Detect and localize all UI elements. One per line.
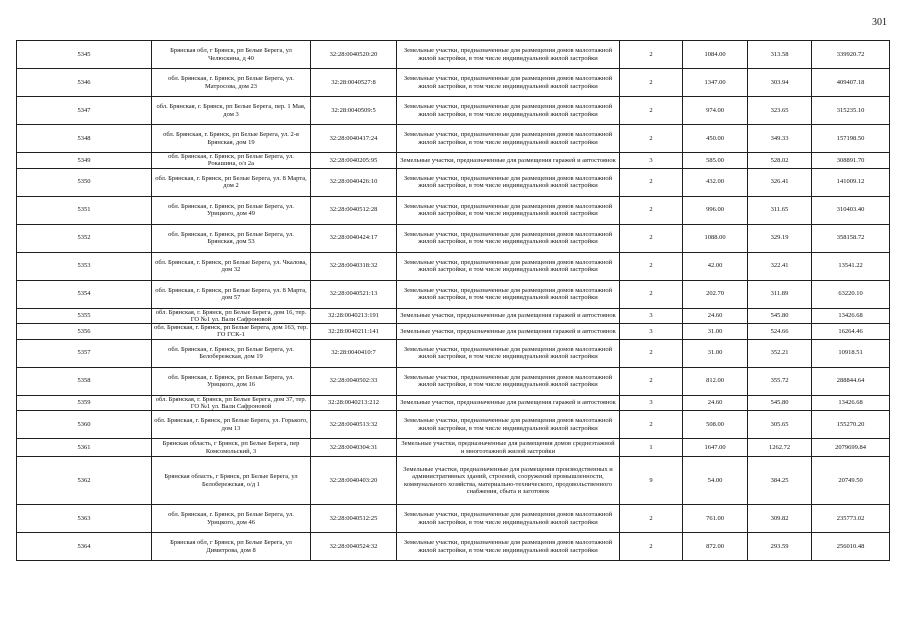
- row-land-use: Земельные участки, предназначенные для размещения гаражей и автостоянок: [397, 395, 620, 411]
- cadastral-table: [16, 40, 890, 561]
- table-row: [17, 153, 890, 169]
- row-address: обл. Брянская, г. Брянск, рп Белые Берега, ул. Рокашина, о/з 2а: [152, 153, 311, 169]
- row-cadastral-number: 32:28:0040211:141: [311, 324, 397, 340]
- row-area: 508.00: [683, 411, 748, 439]
- row-value: 358158.72: [812, 224, 890, 252]
- row-address: обл. Брянская, г. Брянск, рп Белые Берега, ул. Матросова, дом 23: [152, 69, 311, 97]
- row-rate: 528.02: [748, 153, 812, 169]
- table-row: [17, 168, 890, 196]
- row-land-use: Земельные участки, предназначенные для размещения домов среднеэтажной и многоэтажной жилой застройки: [397, 439, 620, 457]
- row-group: 2: [620, 224, 683, 252]
- table-row: [17, 395, 890, 411]
- row-rate: 329.19: [748, 224, 812, 252]
- row-cadastral-number: 32:28:0040205:95: [311, 153, 397, 169]
- row-area: 761.00: [683, 505, 748, 533]
- row-address: обл. Брянская, г. Брянск, рп Белые Берега, ул. Белобережская, дом 19: [152, 339, 311, 367]
- row-id: 5356: [17, 324, 152, 340]
- row-group: 2: [620, 125, 683, 153]
- row-cadastral-number: 32:28:0040417:24: [311, 125, 397, 153]
- row-cadastral-number: 32:28:0040512:25: [311, 505, 397, 533]
- row-value: 10918.51: [812, 339, 890, 367]
- row-group: 2: [620, 280, 683, 308]
- row-group: 3: [620, 153, 683, 169]
- table-row: [17, 457, 890, 505]
- row-value: 155270.20: [812, 411, 890, 439]
- row-cadastral-number: 32:28:0040524:32: [311, 533, 397, 561]
- row-rate: 311.65: [748, 196, 812, 224]
- row-id: 5352: [17, 224, 152, 252]
- table-row: [17, 69, 890, 97]
- row-group: 2: [620, 411, 683, 439]
- row-value: 157198.50: [812, 125, 890, 153]
- row-cadastral-number: 32:28:0040213:191: [311, 308, 397, 324]
- row-address: Брянская область, г Брянск, рп Белые Берега, ул Белобережская, о/д 1: [152, 457, 311, 505]
- table-row: [17, 439, 890, 457]
- row-cadastral-number: 32:28:0040520:20: [311, 41, 397, 69]
- row-group: 3: [620, 324, 683, 340]
- row-group: 2: [620, 196, 683, 224]
- row-address: обл. Брянская, г. Брянск, рп Белые Берега, ул. 8 Марта, дом 2: [152, 168, 311, 196]
- row-address: обл. Брянская, г. Брянск, рп Белые Берега, ул. 2-я Брянская, дом 19: [152, 125, 311, 153]
- row-rate: 545.80: [748, 308, 812, 324]
- row-id: 5353: [17, 252, 152, 280]
- row-group: 2: [620, 505, 683, 533]
- row-address: Брянская область, г Брянск, рп Белые Берега, пер Комсомольский, 3: [152, 439, 311, 457]
- table-row: [17, 308, 890, 324]
- table-row: [17, 280, 890, 308]
- row-cadastral-number: 32:28:0040512:28: [311, 196, 397, 224]
- row-rate: 323.65: [748, 97, 812, 125]
- row-address: обл. Брянская, г. Брянск, рп Белые Берега, ул. Урицкого, дом 46: [152, 505, 311, 533]
- row-land-use: Земельные участки, предназначенные для размещения домов малоэтажной жилой застройки, в том числе индивидуальной жилой застройки: [397, 69, 620, 97]
- row-group: 2: [620, 533, 683, 561]
- row-value: 409407.18: [812, 69, 890, 97]
- table-row: [17, 505, 890, 533]
- row-id: 5360: [17, 411, 152, 439]
- table-row: [17, 196, 890, 224]
- table-row: [17, 339, 890, 367]
- row-land-use: Земельные участки, предназначенные для размещения домов малоэтажной жилой застройки, в том числе индивидуальной жилой застройки: [397, 168, 620, 196]
- table-row: [17, 367, 890, 395]
- row-address: обл. Брянская, г. Брянск, рп Белые Берега, ул. Чкалова, дом 32: [152, 252, 311, 280]
- row-land-use: Земельные участки, предназначенные для размещения домов малоэтажной жилой застройки, в том числе индивидуальной жилой застройки: [397, 280, 620, 308]
- row-land-use: Земельные участки, предназначенные для размещения домов малоэтажной жилой застройки, в том числе индивидуальной жилой застройки: [397, 224, 620, 252]
- row-id: 5358: [17, 367, 152, 395]
- row-value: 288844.64: [812, 367, 890, 395]
- row-area: 974.00: [683, 97, 748, 125]
- row-area: 1347.00: [683, 69, 748, 97]
- table-row: [17, 252, 890, 280]
- row-land-use: Земельные участки, предназначенные для размещения домов малоэтажной жилой застройки, в том числе индивидуальной жилой застройки: [397, 252, 620, 280]
- row-address: обл. Брянская, г. Брянск, рп Белые Берега, дом 37, тер. ГО №1 ул. Вали Сафроновой: [152, 395, 311, 411]
- row-area: 872.00: [683, 533, 748, 561]
- row-group: 2: [620, 69, 683, 97]
- row-address: Брянская обл, г Брянск, рп Белые Берега, ул Димитрова, дом 8: [152, 533, 311, 561]
- row-land-use: Земельные участки, предназначенные для размещения гаражей и автостоянок: [397, 308, 620, 324]
- row-land-use: Земельные участки, предназначенные для размещения гаражей и автостоянок: [397, 324, 620, 340]
- row-address: обл. Брянская, г. Брянск, рп Белые Берега, пер. 1 Мая, дом 3: [152, 97, 311, 125]
- row-cadastral-number: 32:28:0040426:10: [311, 168, 397, 196]
- row-area: 1647.00: [683, 439, 748, 457]
- row-cadastral-number: 32:28:0040521:13: [311, 280, 397, 308]
- row-area: 1088.00: [683, 224, 748, 252]
- row-group: 2: [620, 168, 683, 196]
- row-rate: 313.58: [748, 41, 812, 69]
- row-area: 812.00: [683, 367, 748, 395]
- row-id: 5349: [17, 153, 152, 169]
- row-rate: 322.41: [748, 252, 812, 280]
- row-cadastral-number: 32:28:0040318:32: [311, 252, 397, 280]
- row-area: 432.00: [683, 168, 748, 196]
- row-land-use: Земельные участки, предназначенные для размещения домов малоэтажной жилой застройки, в том числе индивидуальной жилой застройки: [397, 97, 620, 125]
- table-row: [17, 324, 890, 340]
- row-group: 3: [620, 395, 683, 411]
- row-value: 20749.50: [812, 457, 890, 505]
- row-value: 16264.46: [812, 324, 890, 340]
- row-id: 5351: [17, 196, 152, 224]
- table-row: [17, 224, 890, 252]
- row-group: 9: [620, 457, 683, 505]
- table-row: [17, 125, 890, 153]
- table-row: [17, 41, 890, 69]
- row-area: 585.00: [683, 153, 748, 169]
- row-land-use: Земельные участки, предназначенные для размещения домов малоэтажной жилой застройки, в том числе индивидуальной жилой застройки: [397, 533, 620, 561]
- row-rate: 309.82: [748, 505, 812, 533]
- row-cadastral-number: 32:28:0040513:32: [311, 411, 397, 439]
- row-id: 5362: [17, 457, 152, 505]
- row-id: 5359: [17, 395, 152, 411]
- row-group: 2: [620, 41, 683, 69]
- row-rate: 1262.72: [748, 439, 812, 457]
- row-land-use: Земельные участки, предназначенные для размещения домов малоэтажной жилой застройки, в том числе индивидуальной жилой застройки: [397, 411, 620, 439]
- table-row: [17, 533, 890, 561]
- row-id: 5345: [17, 41, 152, 69]
- row-cadastral-number: 32:28:0040509:5: [311, 97, 397, 125]
- row-rate: 349.33: [748, 125, 812, 153]
- table-row: [17, 411, 890, 439]
- row-cadastral-number: 32:28:0040527:8: [311, 69, 397, 97]
- row-area: 31.00: [683, 324, 748, 340]
- row-id: 5361: [17, 439, 152, 457]
- row-id: 5347: [17, 97, 152, 125]
- row-area: 24.60: [683, 308, 748, 324]
- row-land-use: Земельные участки, предназначенные для размещения домов малоэтажной жилой застройки, в том числе индивидуальной жилой застройки: [397, 196, 620, 224]
- row-group: 2: [620, 97, 683, 125]
- page-number: 301: [872, 17, 887, 28]
- row-value: 310403.40: [812, 196, 890, 224]
- row-address: обл. Брянская, г. Брянск, рп Белые Берега, ул. 8 Марта, дом 57: [152, 280, 311, 308]
- row-value: 141009.12: [812, 168, 890, 196]
- cadastral-table-wrapper: [16, 40, 889, 561]
- row-cadastral-number: 32:28:0040213:212: [311, 395, 397, 411]
- row-rate: 311.89: [748, 280, 812, 308]
- row-id: 5364: [17, 533, 152, 561]
- row-land-use: Земельные участки, предназначенные для размещения домов малоэтажной жилой застройки, в том числе индивидуальной жилой застройки: [397, 41, 620, 69]
- row-address: Брянская обл, г Брянск, рп Белые Берега, ул Челюскина, д 40: [152, 41, 311, 69]
- row-id: 5350: [17, 168, 152, 196]
- row-address: обл. Брянская, г. Брянск, рп Белые Берега, ул. Брянская, дом 53: [152, 224, 311, 252]
- row-rate: 326.41: [748, 168, 812, 196]
- row-area: 996.00: [683, 196, 748, 224]
- row-land-use: Земельные участки, предназначенные для размещения производственных и административных зданий, строений, сооружений промышленности, коммунального хозяйства, материально-технического, продовольственного снабжения, сбыта и заготовок: [397, 457, 620, 505]
- row-value: 308891.70: [812, 153, 890, 169]
- row-group: 2: [620, 252, 683, 280]
- row-value: 63220.10: [812, 280, 890, 308]
- row-id: 5348: [17, 125, 152, 153]
- row-land-use: Земельные участки, предназначенные для размещения домов малоэтажной жилой застройки, в том числе индивидуальной жилой застройки: [397, 339, 620, 367]
- row-cadastral-number: 32:28:0040502:33: [311, 367, 397, 395]
- row-cadastral-number: 32:28:0040410:7: [311, 339, 397, 367]
- row-value: 13541.22: [812, 252, 890, 280]
- row-rate: 293.59: [748, 533, 812, 561]
- row-value: 13426.68: [812, 308, 890, 324]
- row-id: 5346: [17, 69, 152, 97]
- row-group: 3: [620, 308, 683, 324]
- row-id: 5354: [17, 280, 152, 308]
- row-value: 339920.72: [812, 41, 890, 69]
- row-value: 315235.10: [812, 97, 890, 125]
- row-area: 31.00: [683, 339, 748, 367]
- row-rate: 303.94: [748, 69, 812, 97]
- row-rate: 524.66: [748, 324, 812, 340]
- row-rate: 355.72: [748, 367, 812, 395]
- row-land-use: Земельные участки, предназначенные для размещения домов малоэтажной жилой застройки, в том числе индивидуальной жилой застройки: [397, 505, 620, 533]
- row-land-use: Земельные участки, предназначенные для размещения домов малоэтажной жилой застройки, в том числе индивидуальной жилой застройки: [397, 125, 620, 153]
- table-row: [17, 97, 890, 125]
- row-value: 2079699.84: [812, 439, 890, 457]
- row-rate: 545.80: [748, 395, 812, 411]
- row-id: 5363: [17, 505, 152, 533]
- row-rate: 384.25: [748, 457, 812, 505]
- row-address: обл. Брянская, г. Брянск, рп Белые Берега, ул. Урицкого, дом 49: [152, 196, 311, 224]
- row-value: 235773.02: [812, 505, 890, 533]
- row-address: обл. Брянская, г. Брянск, рп Белые Берега, дом 163, тер. ГО ГСК-1: [152, 324, 311, 340]
- row-address: обл. Брянская, г. Брянск, рп Белые Берега, ул. Урицкого, дом 16: [152, 367, 311, 395]
- row-id: 5355: [17, 308, 152, 324]
- row-area: 42.00: [683, 252, 748, 280]
- row-area: 1084.00: [683, 41, 748, 69]
- row-cadastral-number: 32:28:0040304:31: [311, 439, 397, 457]
- row-land-use: Земельные участки, предназначенные для размещения домов малоэтажной жилой застройки, в том числе индивидуальной жилой застройки: [397, 367, 620, 395]
- row-value: 13426.68: [812, 395, 890, 411]
- row-area: 202.70: [683, 280, 748, 308]
- row-area: 450.00: [683, 125, 748, 153]
- row-group: 2: [620, 339, 683, 367]
- row-rate: 305.65: [748, 411, 812, 439]
- row-address: обл. Брянская, г. Брянск, рп Белые Берега, дом 16, тер. ГО №1 ул. Вали Сафроновой: [152, 308, 311, 324]
- row-address: обл. Брянская, г. Брянск, рп Белые Берега, ул. Горького, дом 13: [152, 411, 311, 439]
- row-area: 24.60: [683, 395, 748, 411]
- row-group: 2: [620, 367, 683, 395]
- row-cadastral-number: 32:28:0040424:17: [311, 224, 397, 252]
- row-cadastral-number: 32:28:0040403:20: [311, 457, 397, 505]
- row-id: 5357: [17, 339, 152, 367]
- row-value: 256010.48: [812, 533, 890, 561]
- row-group: 1: [620, 439, 683, 457]
- row-area: 54.00: [683, 457, 748, 505]
- row-rate: 352.21: [748, 339, 812, 367]
- row-land-use: Земельные участки, предназначенные для размещения гаражей и автостоянок: [397, 153, 620, 169]
